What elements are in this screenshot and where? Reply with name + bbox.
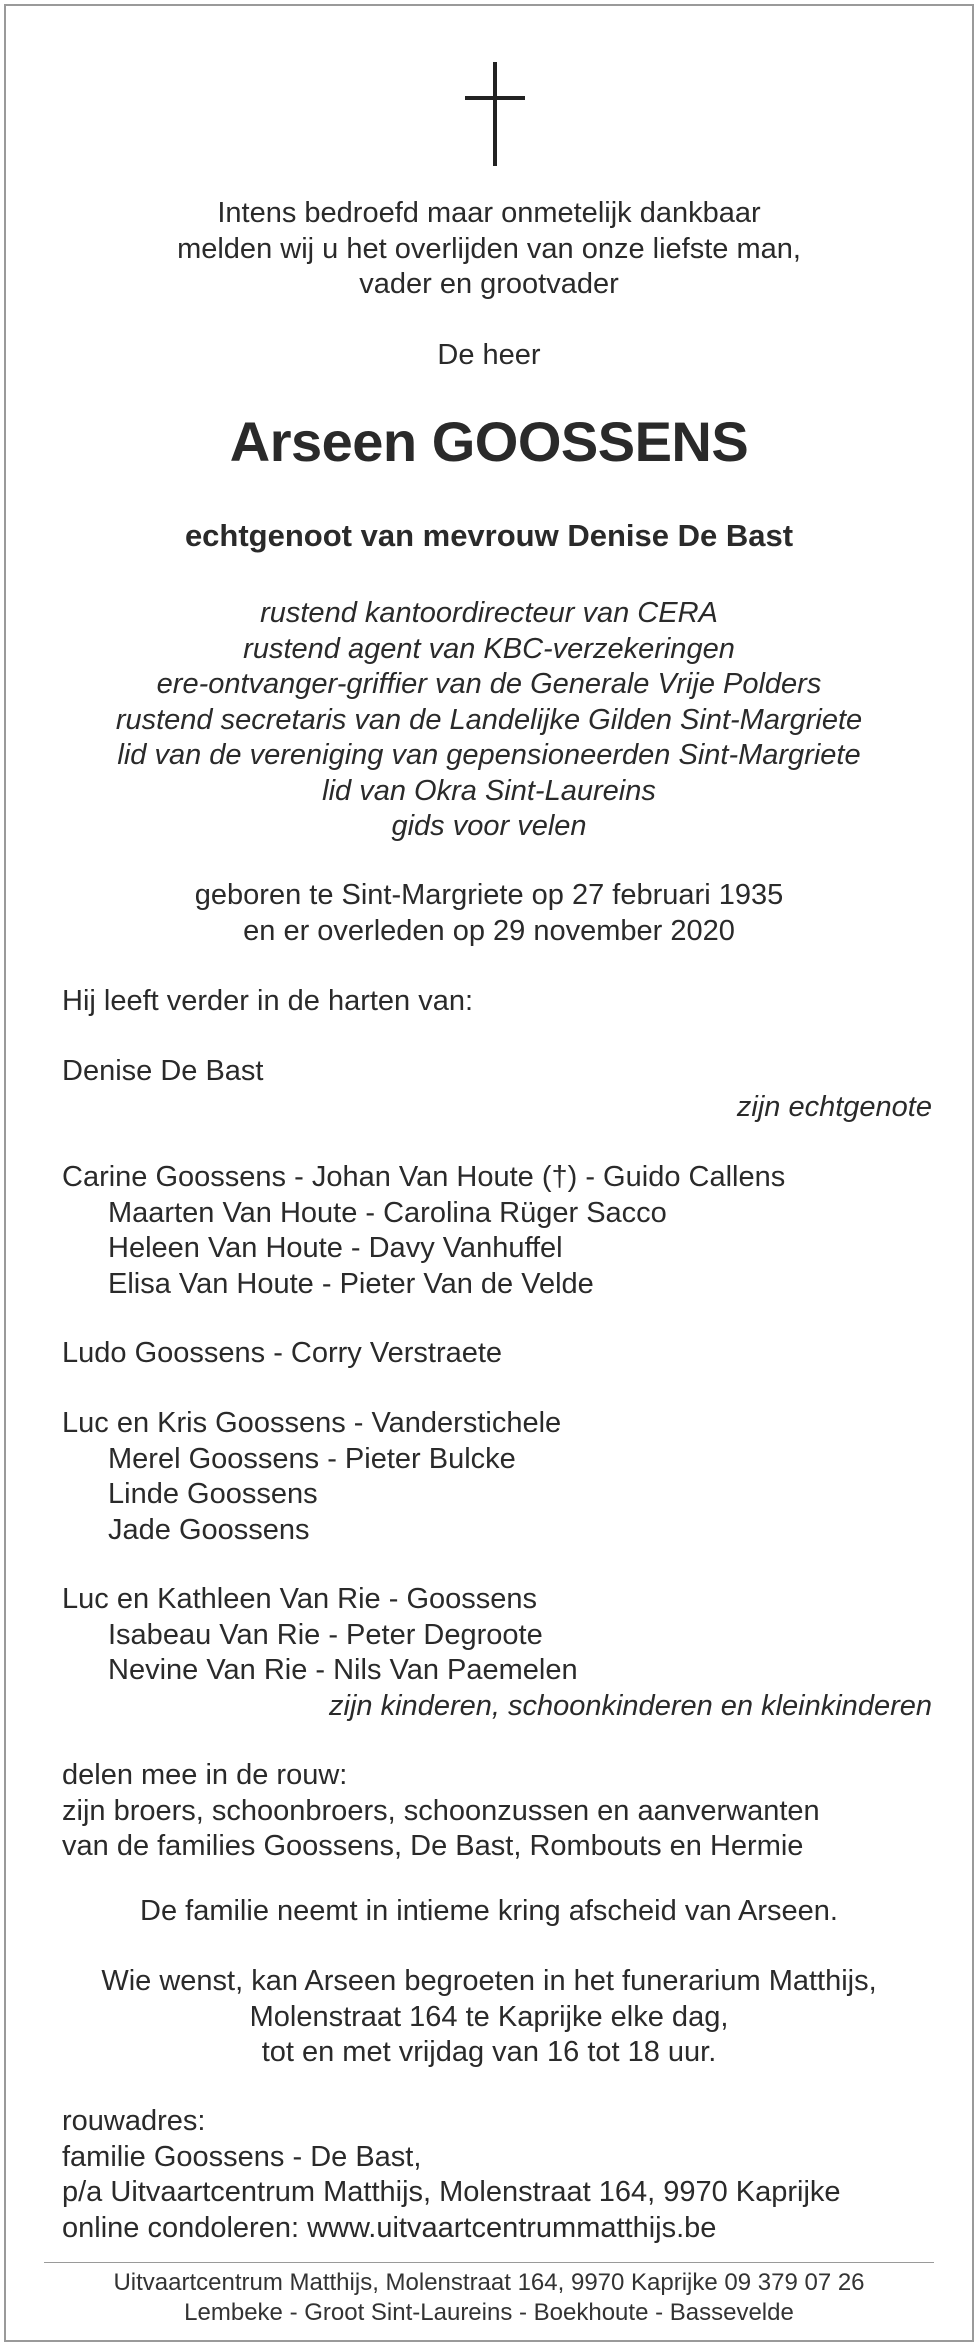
footer-line: Uitvaartcentrum Matthijs, Molenstraat 164, 9970 Kaprijke 09 379 07 26 [113, 2269, 865, 2296]
hearts-intro: Hij leeft verder in de harten van: [62, 985, 474, 1017]
family-head: Carine Goossens - Johan Van Houte (†) - Guido Callens [62, 1161, 786, 1193]
spouse-line: echtgenoot van mevrouw Denise De Bast [184, 518, 794, 553]
visit-line: Wie wenst, kan Arseen begroeten in het funerarium Matthijs, [101, 1965, 877, 1997]
visit-line: tot en met vrijdag van 16 tot 18 uur. [261, 2036, 717, 2068]
footer-line: Lembeke - Groot Sint-Laureins - Boekhoute - Bassevelde [184, 2299, 794, 2326]
children-role: zijn kinderen, schoonkinderen en kleinkinderen [329, 1689, 932, 1722]
share-mourning [62, 1758, 932, 1865]
family-4 [62, 1582, 932, 1724]
title-item: rustend secretaris van de Landelijke Gilden Sint-Margriete [115, 703, 863, 736]
intro-line: melden wij u het overlijden van onze liefste man, [177, 232, 801, 265]
address-line: p/a Uitvaartcentrum Matthijs, Molenstraat 164, 9970 Kaprijke [62, 2176, 841, 2208]
family-member: Heleen Van Houte - Davy Vanhuffel [108, 1232, 563, 1264]
family-1 [62, 1160, 932, 1302]
dates [6, 878, 972, 949]
family-member: Maarten Van Houte - Carolina Rüger Sacco [108, 1196, 667, 1229]
visit-line: Molenstraat 164 te Kaprijke elke dag, [249, 2000, 729, 2033]
title-item: ere-ontvanger-griffier van de Generale Vrije Polders [156, 668, 822, 700]
address-line: online condoleren: www.uitvaartcentrummatthijs.be [62, 2211, 717, 2244]
widow-role: zijn echtgenote [736, 1090, 932, 1123]
family-head: Luc en Kathleen Van Rie - Goossens [62, 1583, 538, 1615]
title-item: lid van de vereniging van gepensioneerden Sint-Margriete [117, 739, 861, 771]
date-line: geboren te Sint-Margriete op 27 februari 1935 [194, 879, 784, 911]
intro-line: vader en grootvader [359, 268, 619, 300]
footer-divider [44, 2262, 934, 2263]
title-item: rustend kantoordirecteur van CERA [260, 597, 718, 629]
titles-list [6, 596, 972, 845]
address-line: familie Goossens - De Bast, [62, 2140, 422, 2173]
share-line: delen mee in de rouw: [62, 1759, 348, 1791]
title-item: gids voor velen [391, 810, 587, 842]
date-line: en er overleden op 29 november 2020 [243, 914, 735, 947]
salutation: De heer [437, 339, 541, 371]
widow-name: Denise De Bast [62, 1055, 264, 1087]
obituary-card [4, 4, 974, 2342]
share-line: van de families Goossens, De Bast, Rombouts en Hermie [62, 1830, 804, 1862]
family-member: Jade Goossens [108, 1513, 310, 1546]
family-head: Ludo Goossens - Corry Verstraete [62, 1337, 503, 1369]
family-member: Merel Goossens - Pieter Bulcke [108, 1442, 516, 1475]
funeral-home-footer [6, 2268, 972, 2328]
family-3 [62, 1406, 932, 1548]
address-line: rouwadres: [62, 2105, 206, 2137]
farewell-note: De familie neemt in intieme kring afscheid van Arseen. [140, 1895, 838, 1927]
family-member: Nevine Van Rie - Nils Van Paemelen [108, 1654, 578, 1686]
title-item: rustend agent van KBC-verzekeringen [243, 632, 735, 665]
title-item: lid van Okra Sint-Laureins [322, 774, 656, 807]
share-line: zijn broers, schoonbroers, schoonzussen en aanverwanten [62, 1794, 820, 1827]
widow-block [62, 1054, 932, 1125]
family-2 [62, 1336, 932, 1372]
visitation-info [6, 1964, 972, 2071]
intro-line: Intens bedroefd maar onmetelijk dankbaar [217, 197, 761, 229]
deceased-name: Arseen GOOSSENS [229, 410, 749, 473]
cross-icon [465, 62, 525, 166]
family-head: Luc en Kris Goossens - Vanderstichele [62, 1407, 562, 1439]
family-member: Linde Goossens [108, 1478, 318, 1510]
family-member: Elisa Van Houte - Pieter Van de Velde [108, 1267, 594, 1300]
intro-text [6, 196, 972, 303]
mourning-address [62, 2104, 932, 2246]
family-member: Isabeau Van Rie - Peter Degroote [108, 1618, 543, 1651]
